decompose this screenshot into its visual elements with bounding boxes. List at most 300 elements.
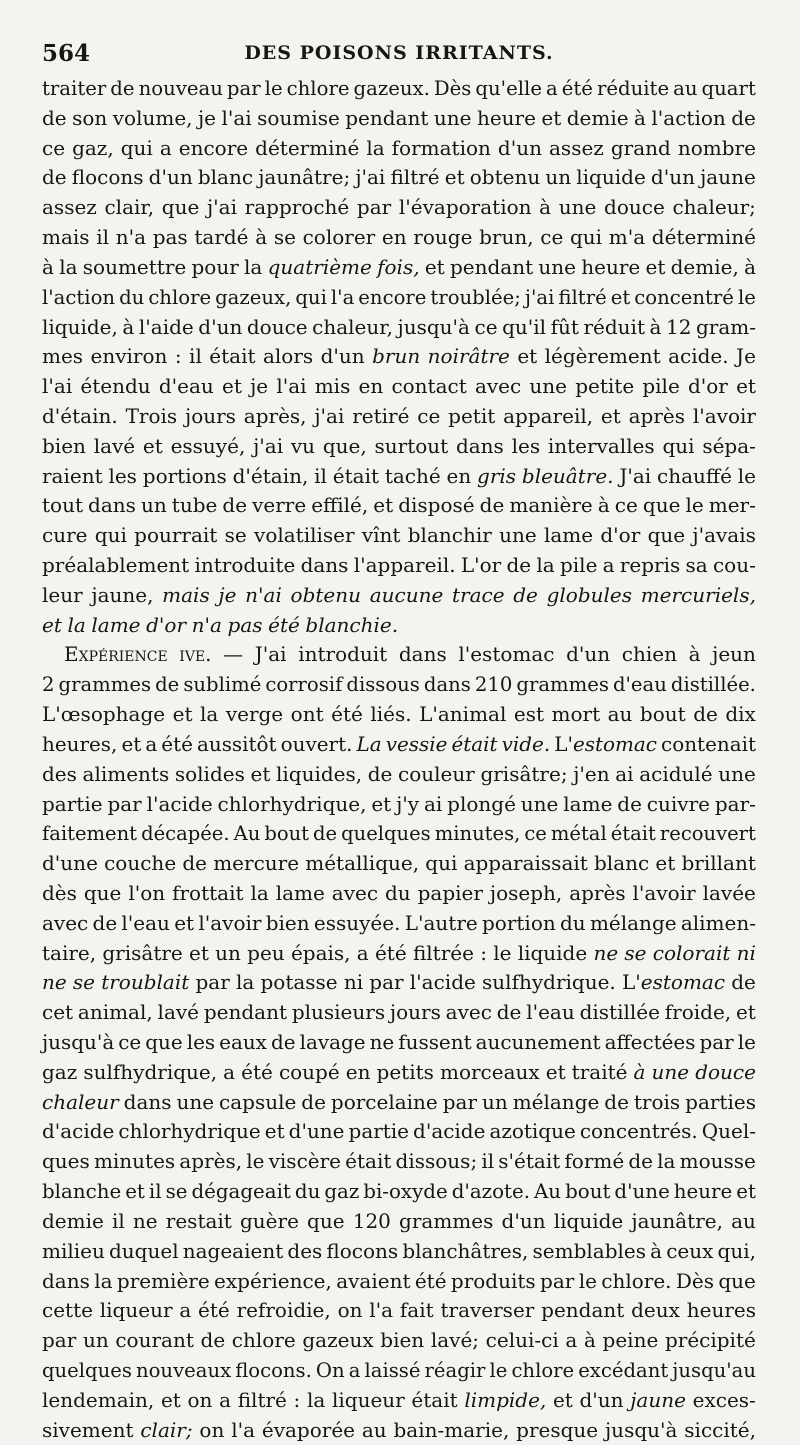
word: d'un [566,642,611,667]
word: 2 [42,673,55,697]
word: chlore [286,77,350,100]
word: de [367,761,393,786]
word: douce [604,195,665,220]
word: et [160,1387,181,1412]
word: qu'elle [475,77,542,100]
word: a [223,1059,236,1084]
word: douce [246,314,308,339]
word: qui [120,135,153,160]
word: refroidie, [236,1298,331,1323]
word: verre [252,493,307,518]
word: grisâtre [102,940,183,965]
word: l'a [231,1417,256,1442]
word: aucune [369,582,444,607]
word: un [481,1089,508,1114]
word: réagir [424,1358,486,1382]
text-line [42,849,756,879]
word: je [218,582,237,607]
word: concentrés. [579,1119,698,1144]
word: l'ai [42,374,73,399]
word: et [222,374,242,399]
word: vessie [385,731,448,756]
word: grisâtre; [480,761,568,786]
word: mélange [512,1089,600,1114]
text-line [42,104,756,134]
word: été [561,77,593,100]
word: estomac [640,970,726,995]
word: mercure [213,851,300,876]
word: parties [685,1089,756,1114]
text-line [42,74,756,104]
word: partie [348,1119,409,1144]
word: introduite [194,553,296,577]
word: à [633,1059,646,1084]
text-line [42,1207,756,1237]
word: pile [642,374,680,399]
word: lame [543,523,594,548]
word: d'acide [42,1119,115,1144]
word: peu [247,940,285,965]
word: jaunâtre; [258,165,351,190]
word: filtré [390,165,440,190]
word: blanchâtres, [402,1238,529,1263]
word: l'eau [526,1000,575,1025]
word: joseph, [489,880,563,905]
word: et [600,403,621,428]
word: légèrement [544,344,661,369]
word: gazeux [302,1328,374,1353]
word: a [145,731,158,756]
word: il [481,1149,495,1174]
word: alimen- [680,910,756,935]
word: chien [621,642,677,667]
word: ne [369,1030,395,1054]
word: de [110,77,135,100]
text-line [42,640,756,670]
word: heure [476,105,536,130]
text-line [42,879,756,909]
word: j'ai [253,433,284,458]
word: restait [165,1208,232,1233]
word: sa [685,553,708,577]
word: se [224,523,247,548]
word: siccité, [684,1417,756,1442]
word: jaunâtre, [631,1208,723,1233]
word: de [200,1328,226,1353]
word: il [314,463,327,488]
word: cet [42,1000,74,1025]
word: La [356,731,382,756]
word: nouveau [138,77,223,100]
word: de [222,493,248,518]
word: de [628,1149,653,1174]
text-line [42,1147,756,1177]
word: j'ai [524,285,555,309]
word: bleuâtre. [521,463,614,488]
word: gazeux, [215,285,292,309]
word: pas [152,225,188,250]
word: et [121,731,142,756]
word: d'étain, [232,463,309,488]
word: s'était [498,1149,561,1174]
word: grand [610,135,671,160]
word: à [42,254,54,279]
word: laissé [364,1358,421,1382]
word: soumettre [82,254,187,279]
word: filtré [558,285,607,309]
page-number: 564 [42,40,91,67]
word: environ [90,344,168,369]
word: nombre [677,135,756,160]
word: ce [474,314,498,339]
word: à [688,642,701,667]
word: rapproché [244,195,350,220]
word: peine [602,1328,659,1353]
word: leur [42,582,83,607]
word: était [610,822,656,846]
word: bien [380,1328,425,1353]
word: une [176,1089,215,1114]
word: jours [185,403,236,428]
text-line [42,163,756,193]
word: nouveaux [136,1358,232,1382]
word: à [597,493,610,518]
text-line [42,402,756,432]
word: heure [581,254,641,279]
text-line [42,581,756,611]
word: par [195,970,230,995]
word: il [111,1208,125,1233]
word: concentré [634,285,734,309]
word: et [610,285,631,309]
word: : [174,344,182,369]
word: tube [171,493,218,518]
word: clair; [140,1417,193,1442]
word: à [649,314,662,339]
word: lavé [157,1000,200,1025]
word: portions [142,463,227,488]
word: la [94,1268,113,1293]
word: de [182,851,207,876]
word: soumise [257,105,340,130]
word: ouvert. [280,731,353,756]
word: et [552,1387,573,1412]
word [622,968,725,998]
word: plongé [447,791,516,816]
word: de [604,1089,629,1114]
text-line [42,909,756,939]
word: j'ai [355,165,386,190]
word: une [651,1059,690,1084]
word: Je [736,344,756,369]
text-line [42,372,756,402]
word: de [731,970,756,995]
word: n'a [115,225,147,250]
text-line [42,1356,756,1386]
word: effilé, [311,493,369,518]
word: rouge [413,225,473,250]
word: la [657,1149,676,1174]
word: à [650,1238,663,1263]
word: première [116,1268,210,1293]
word: Au [534,1180,562,1204]
word: blanche [42,1180,122,1204]
word: essuyé, [170,433,246,458]
word: par [226,77,261,100]
word: et [736,374,756,399]
word: chlore [511,1358,575,1382]
word: lavée [702,880,756,905]
word: blanc [594,851,650,876]
word: ne [42,970,67,995]
word: l'ai [221,105,252,130]
word: de [479,493,505,518]
text-line [42,462,756,492]
word: ce [540,225,564,250]
word: dissous; [395,1149,478,1174]
word: froide, [664,1000,732,1025]
word: de [693,702,718,727]
word: d'un [148,165,193,190]
word: gaz [324,1180,360,1204]
text-line [42,968,756,998]
word: papier [417,880,483,905]
word: décapée. [141,822,230,846]
word: d'or [600,523,641,548]
word: mort [551,702,601,727]
word: n'a [191,612,222,637]
word: celui-ci [485,1328,559,1353]
word: liquide [517,940,588,965]
word: tout [42,493,83,518]
word: on [199,1417,225,1442]
word: la [250,880,269,905]
word: le [737,285,756,309]
word: cou- [712,553,756,577]
word: bien [42,433,86,458]
word: après, [179,1149,243,1174]
word: jusqu'à [42,1030,115,1054]
word: de [42,105,67,130]
word: une [558,195,597,220]
word: lame [563,791,613,816]
word: du [560,910,586,935]
word: le [489,1358,508,1382]
page-header [42,40,756,74]
word: disposé [398,493,475,518]
text-line [42,432,756,462]
word: une [718,761,756,786]
word: ques [42,1149,90,1174]
word: filtrée [412,940,474,965]
word: le [246,1149,265,1174]
word: été [241,1059,273,1084]
word: et [189,940,209,965]
word: courant [115,1328,194,1353]
word: et [125,1180,145,1204]
word: la [536,553,555,577]
text-line [42,730,756,760]
word: à [255,225,268,250]
word: des [287,1238,323,1263]
word: qu'il [502,314,547,339]
word: au [731,1208,756,1233]
word: ai [615,761,634,786]
word: n'ai [245,582,282,607]
word: la [199,702,219,727]
text-line [42,1267,756,1297]
word: sulfhydrique. [482,970,616,995]
word: liqueur [331,1387,405,1412]
word: petite [575,374,635,399]
word: la [366,135,385,160]
word: contenait [661,731,756,756]
word: appareil, [503,403,594,428]
running-title: DES POISONS IRRITANTS. [244,42,554,64]
word: jaune, [91,582,154,607]
word: brun, [479,225,534,250]
word: est [513,702,544,727]
word: dix [725,702,756,727]
word: milieu [42,1238,105,1263]
word: m'a [608,225,646,250]
word: clair, [104,195,155,220]
word: formé [564,1149,625,1174]
word: de [301,1089,326,1114]
word: guère [239,1208,299,1233]
word: intervalles [547,433,655,458]
word: une [433,105,472,130]
word: du [119,285,145,309]
word: sublimé [183,673,262,697]
text-line [42,1058,756,1088]
word: épais, [290,940,351,965]
word: pendant [449,254,534,279]
word: qui [662,433,695,458]
word: assez [549,135,604,160]
word: et [517,344,538,369]
word: de [513,582,538,607]
word: du [294,1180,321,1204]
word: chlore. [601,1268,672,1293]
word: précipité [664,1328,756,1353]
word: l'acide [146,791,213,816]
word: obtenu [290,582,362,607]
word: gris [477,463,517,488]
word: d'étain. [42,403,118,428]
word: dans [123,1089,172,1114]
word: qui [94,523,127,548]
text-line [42,283,756,313]
word: après, [243,403,307,428]
word: qui, [717,1238,756,1263]
word: ai [423,791,443,816]
word: pourrait [134,523,218,548]
word: vide. [501,731,551,756]
word: mis [314,374,351,399]
word: taire, [42,940,97,965]
word: brun [372,344,421,369]
word: évaporée [261,1417,355,1442]
word: ne [593,940,619,965]
word: filtré [237,1387,287,1412]
word: était [345,1149,392,1174]
word: à [539,195,552,220]
word: aussitôt [196,731,277,756]
word: d'un [198,314,243,339]
word: que [83,880,122,905]
word: avec [42,910,89,935]
word: Dès [433,77,472,100]
word: lame [275,880,325,905]
word: que [718,1268,756,1293]
word: mousse [679,1149,756,1174]
word: et [736,1180,756,1204]
word: contact [391,374,467,399]
word: qui [569,225,603,250]
word: que [161,195,200,220]
word: blanchie. [305,612,399,637]
word: gazeux. [353,77,430,100]
word: distillée. [670,673,756,697]
word: 12 [665,314,692,339]
word: colorer [302,225,376,250]
word: ni [736,940,756,965]
word: l'a [369,1298,394,1323]
word: a [179,1298,192,1323]
word: après [569,880,626,905]
word: L'autre [404,910,478,935]
word: liquide [576,165,646,190]
word: d'un [579,1387,624,1412]
word: taché [384,463,441,488]
word: estomac [572,731,657,756]
word: j'avais [692,523,756,548]
word: gaz [42,1059,78,1084]
word: flocons [326,1238,399,1263]
word: frottait [172,880,244,905]
text-line [42,193,756,223]
word: repris [619,553,681,577]
word: traverser [440,1298,535,1323]
word: d'azote. [451,1180,530,1204]
word: son [72,105,108,130]
word: avec [331,880,379,905]
word: Expérience [64,642,168,667]
word: l'avoir [692,403,756,428]
word: par [540,1268,575,1293]
word: globules [546,582,632,607]
text-line [42,1237,756,1267]
word: introduit [298,642,388,667]
word: presque [516,1417,599,1442]
word: apparaissait [463,851,588,876]
word: alors [262,344,314,369]
word: dès [42,880,77,905]
word: surtout [374,433,449,458]
word: réduit [583,314,645,339]
word: que [307,1208,345,1233]
word: couleur [398,761,475,786]
word: pendant [345,105,429,130]
word: avec [445,1000,492,1025]
word: d'une [42,851,98,876]
word: mes [42,344,84,369]
word: animal, [77,1000,153,1025]
word: la [244,254,263,279]
text-line [42,790,756,820]
word: le [493,940,512,965]
